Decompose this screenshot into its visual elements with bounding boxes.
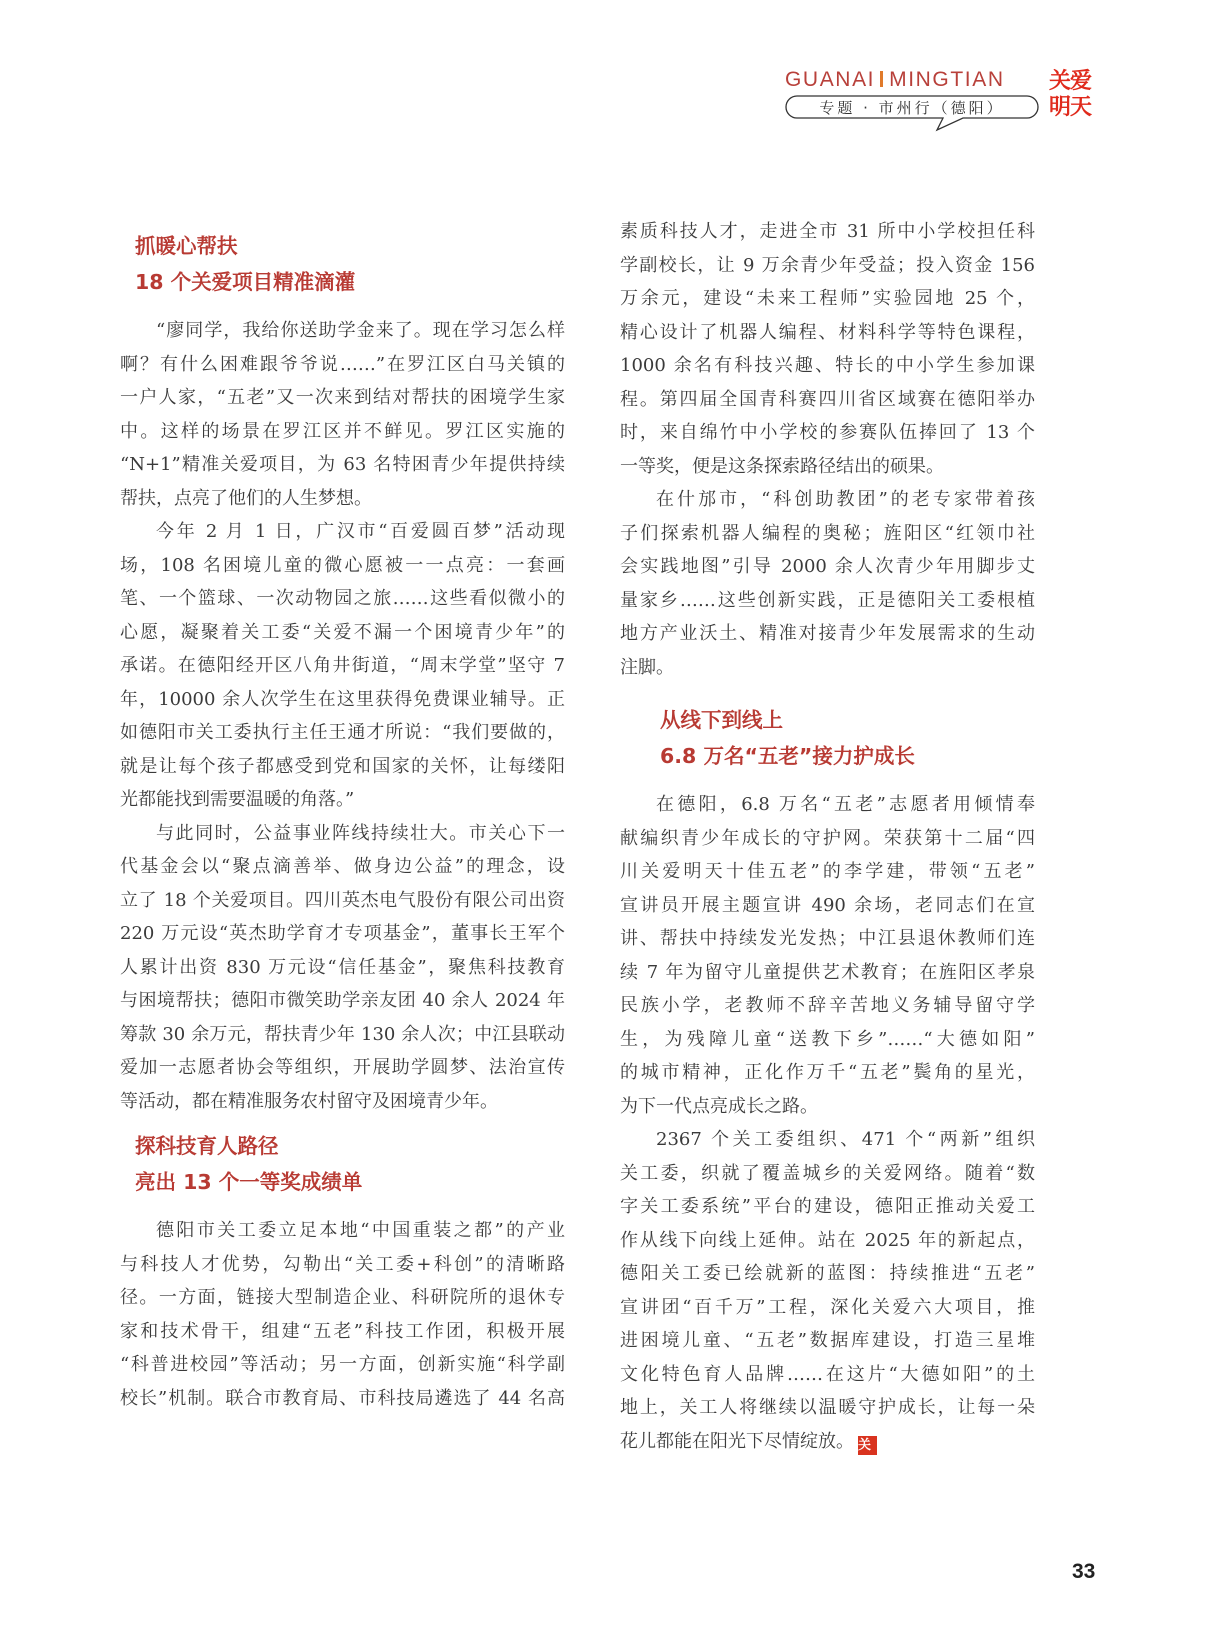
text-line: 今年 2 月 1 日，广汉市“百爱圆百梦”活动现 [156, 521, 565, 542]
text-line: 德阳关工委已绘就新的蓝图：持续推进“五老” [620, 1263, 1035, 1284]
section-1-body [120, 314, 565, 1118]
text-line: 子们探索机器人编程的奥秘；旌阳区“红领巾社 [620, 522, 1035, 544]
header-separator [880, 71, 883, 87]
text-line: 心愿，凝聚着关工委“关爱不漏一个困境青少年”的 [120, 621, 565, 643]
heading-line: 亮出 13 个一等奖成绩单 [135, 1170, 363, 1194]
text-line: 等活动，都在精准服务农村留守及困境青少年。 [120, 1090, 498, 1112]
text-line: 生，为残障儿童“送教下乡”……“大德如阳” [620, 1028, 1035, 1050]
text-line: 与困境帮扶；德阳市微笑助学亲友团 40 余人 2024 年 [120, 990, 565, 1011]
right-column [620, 215, 1035, 1458]
speech-bubble [785, 94, 1039, 118]
text-line: 如德阳市关工委执行主任王通才所说：“我们要做的， [120, 722, 565, 743]
text-line: 径。一方面，链接大型制造企业、科研院所的退休专 [120, 1287, 565, 1308]
text-line: 代基金会以“聚点滴善举、做身边公益”的理念，设 [120, 856, 565, 877]
text-line: 的城市精神，正化作万千“五老”鬓角的星光， [620, 1062, 1035, 1083]
text-line: 为下一代点亮成长之路。 [620, 1095, 818, 1117]
text-line: 爱加一志愿者协会等组织，开展助学圆梦、法治宣传 [120, 1057, 565, 1078]
text-line: 程。第四届全国青科赛四川省区域赛在德阳举办 [620, 388, 1035, 410]
text-line: 地方产业沃土、精准对接青少年发展需求的生动 [620, 623, 1035, 644]
text-line: 就是让每个孩子都感受到党和国家的关怀，让每缕阳 [120, 755, 565, 777]
text-line: 1000 余名有科技兴趣、特长的中小学生参加课 [620, 355, 1035, 376]
section-2-body-continued [620, 215, 1035, 684]
text-line: 万余元，建设“未来工程师”实验园地 25 个， [620, 288, 1035, 309]
text-line: 笔、一个篮球、一次动物园之旅……这些看似微小的 [120, 588, 565, 609]
text-line: 在什邡市，“科创助教团”的老专家带着孩 [656, 489, 1035, 510]
header-title-right: MINGTIAN [889, 68, 1005, 91]
text-line: 精心设计了机器人编程、材料科学等特色课程， [620, 321, 1035, 343]
section-3-body [620, 788, 1035, 1458]
text-line: 与科技人才优势，勾勒出“关工委+科创”的清晰路 [120, 1253, 565, 1275]
text-line: 文化特色育人品牌……在这片“大德如阳”的土 [620, 1363, 1035, 1385]
text-line: 年，10000 余人次学生在这里获得免费课业辅导。正 [120, 688, 565, 710]
text-line: 筹款 30 余万元，帮扶青少年 130 余人次；中江县联动 [120, 1023, 565, 1045]
text-line: 220 万元设“英杰助学育才专项基金”，董事长王军个 [120, 923, 565, 944]
text-line: 在德阳，6.8 万名“五老”志愿者用倾情奉 [656, 794, 1035, 815]
text-line: 进困境儿童、“五老”数据库建设，打造三星堆 [620, 1330, 1035, 1351]
text-line: 素质科技人才，走进全市 31 所中小学校担任科 [620, 221, 1035, 242]
heading-line: 探科技育人路径 [135, 1134, 279, 1158]
text-line: “N+1”精准关爱项目，为 63 名特困青少年提供持续 [120, 454, 565, 475]
text-line: 帮扶，点亮了他们的人生梦想。 [120, 487, 372, 509]
text-line: 讲、帮扶中持续发光发热；中江县退休教师们连 [620, 928, 1035, 949]
section-heading-2 [120, 1128, 565, 1200]
text-line: 宣讲员开展主题宣讲 490 余场，老同志们在宣 [620, 894, 1035, 916]
text-line: 关工委，织就了覆盖城乡的关爱网络。随着“数 [620, 1162, 1035, 1184]
section-heading-3 [620, 702, 1035, 774]
text-line: 光都能找到需要温暖的角落。” [120, 789, 355, 810]
section-heading-1 [120, 228, 565, 300]
text-line: 量家乡……这些创新实践，正是德阳关工委根植 [620, 589, 1035, 611]
brand-logo [1049, 69, 1093, 121]
text-line: 会实践地图”引导 2000 余人次青少年用脚步丈 [620, 556, 1035, 577]
article-end-mark-icon: 关 [858, 1436, 877, 1455]
text-line: 家和技术骨干，组建“五老”科技工作团，积极开展 [120, 1320, 565, 1342]
page-number: 33 [1072, 1560, 1096, 1583]
header-title-left: GUANAI [785, 68, 876, 91]
text-line: 川关爱明天十佳五老”的李学建，带领“五老” [620, 861, 1035, 882]
text-line: 校长”机制。联合市教育局、市科技局遴选了 44 名高 [120, 1387, 565, 1409]
text-line: 花儿都能在阳光下尽情绽放。 关 [620, 1425, 1035, 1459]
text-line: 字关工委系统”平台的建设，德阳正推动关爱工 [620, 1196, 1035, 1217]
text-line: 2367 个关工委组织、471 个“两新”组织 [656, 1129, 1035, 1150]
text-line: 作从线下向线上延伸。站在 2025 年的新起点， [620, 1229, 1035, 1251]
text-line: 献编织青少年成长的守护网。荣获第十二届“四 [620, 827, 1035, 849]
text-line: 学副校长，让 9 万余青少年受益；投入资金 156 [620, 254, 1035, 276]
text-line: “科普进校园”等活动；另一方面，创新实施“科学副 [120, 1354, 565, 1375]
text-line: 地上，关工人将继续以温暖守护成长，让每一朵 [620, 1397, 1035, 1418]
text-line: 立了 18 个关爱项目。四川英杰电气股份有限公司出资 [120, 889, 565, 911]
text-line: 宣讲团“百千万”工程，深化关爱六大项目，推 [620, 1296, 1035, 1318]
heading-line: 6.8 万名“五老”接力护成长 [660, 744, 915, 768]
text-line: “廖同学，我给你送助学金来了。现在学习怎么样 [156, 320, 565, 341]
text-line: 一户人家，“五老”又一次来到结对帮扶的困境学生家 [120, 387, 565, 408]
text-line: 续 7 年为留守儿童提供艺术教育；在旌阳区孝泉 [620, 961, 1035, 983]
left-column [120, 228, 565, 1415]
logo-line-1: 关爱 [1049, 69, 1092, 94]
text-line: 场，108 名困境儿童的微心愿被一一点亮：一套画 [120, 554, 565, 576]
section-2-body [120, 1214, 565, 1415]
heading-line: 18 个关爱项目精准滴灌 [135, 270, 356, 294]
text-line: 承诺。在德阳经开区八角井街道，“周末学堂”坚守 7 [120, 655, 565, 676]
header-title-english [785, 68, 1005, 92]
text-line: 一等奖，便是这条探索路径结出的硕果。 [620, 455, 944, 477]
magazine-header [785, 68, 1205, 128]
logo-line-2: 明天 [1049, 95, 1092, 120]
text-line: 人累计出资 830 万元设“信任基金”，聚焦科技教育 [120, 956, 565, 978]
text-line: 啊？有什么困难跟爷爷说……”在罗江区白马关镇的 [120, 353, 565, 375]
heading-line: 抓暖心帮扶 [135, 234, 238, 258]
text-line: 中。这样的场景在罗江区并不鲜见。罗江区实施的 [120, 420, 565, 442]
text-line: 时，来自绵竹中小学校的参赛队伍捧回了 13 个 [620, 422, 1035, 443]
column-label: 专题 · 市州行（德阳） [819, 99, 1005, 117]
text-line: 德阳市关工委立足本地“中国重装之都”的产业 [156, 1220, 565, 1241]
heading-line: 从线下到线上 [660, 708, 783, 732]
text-line: 与此同时，公益事业阵线持续壮大。市关心下一 [156, 822, 565, 844]
text-line: 民族小学，老教师不辞辛苦地义务辅导留守学 [620, 995, 1035, 1016]
text-line: 注脚。 [620, 656, 674, 678]
